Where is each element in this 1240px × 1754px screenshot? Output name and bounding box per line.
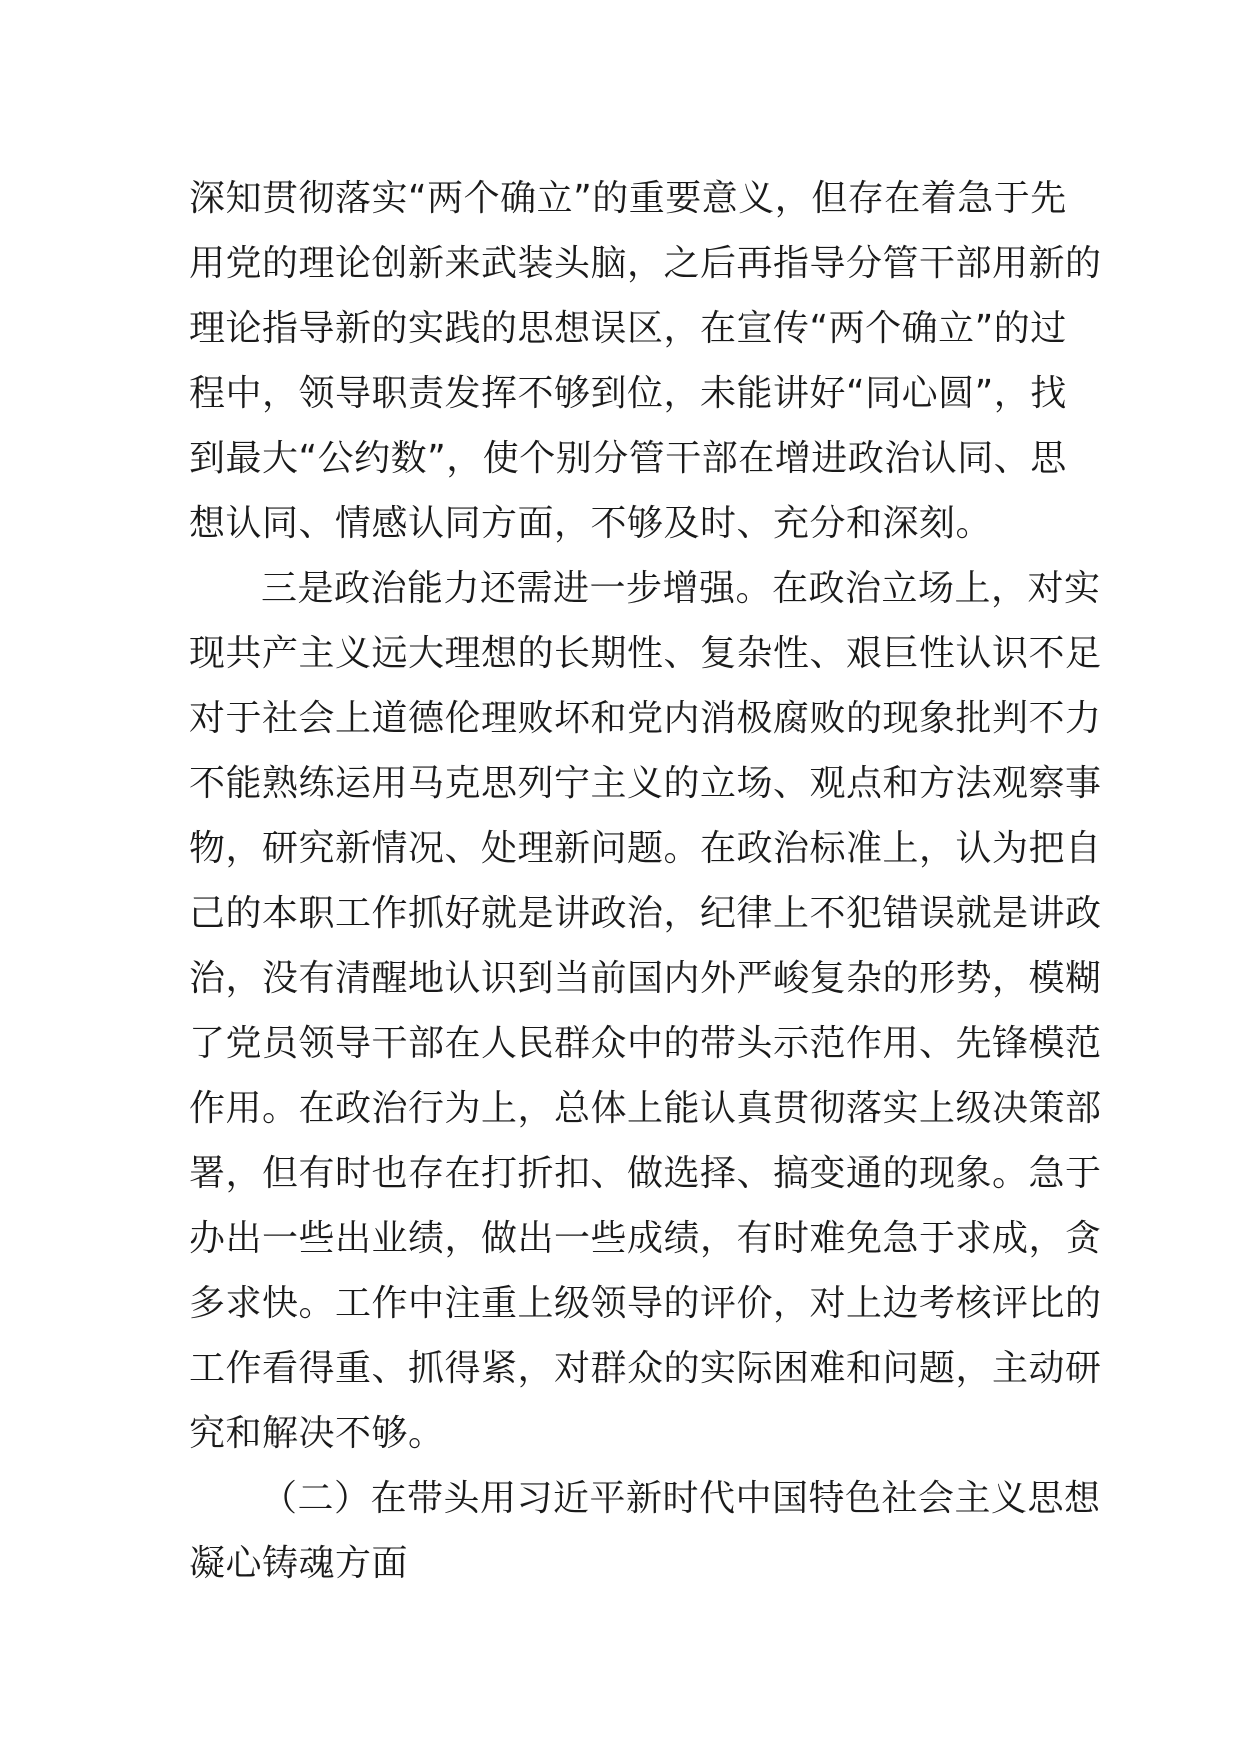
- text-line: 署，但有时也存在打折扣、做选择、搞变通的现象。急于: [189, 1153, 1102, 1194]
- text-line: 到最大“公约数”，使个别分管干部在增进政治认同、思: [189, 438, 1067, 479]
- text-line: 对于社会上道德伦理败坏和党内消极腐败的现象批判不力: [189, 698, 1102, 739]
- text-line: 治，没有清醒地认识到当前国内外严峻复杂的形势，模糊: [189, 958, 1102, 999]
- text-line: 想认同、情感认同方面，不够及时、充分和深刻。: [189, 503, 993, 544]
- section-heading-line: （二）在带头用习近平新时代中国特色社会主义思想: [261, 1478, 1101, 1519]
- text-line: 己的本职工作抓好就是讲政治，纪律上不犯错误就是讲政: [189, 893, 1102, 934]
- text-line: 作用。在政治行为上，总体上能认真贯彻落实上级决策部: [189, 1088, 1102, 1129]
- text-line: 了党员领导干部在人民群众中的带头示范作用、先锋模范: [189, 1023, 1102, 1064]
- text-line: 工作看得重、抓得紧，对群众的实际困难和问题，主动研: [189, 1348, 1102, 1389]
- text-line: 用党的理论创新来武装头脑，之后再指导分管干部用新的: [189, 243, 1102, 284]
- text-line: 多求快。工作中注重上级领导的评价，对上边考核评比的: [189, 1283, 1102, 1324]
- text-line: 究和解决不够。: [189, 1413, 445, 1454]
- paragraph-start-line: 三是政治能力还需进一步增强。在政治立场上，对实: [261, 568, 1101, 609]
- text-line: 物，研究新情况、处理新问题。在政治标准上，认为把自: [189, 828, 1102, 869]
- section-heading-line: 凝心铸魂方面: [189, 1543, 409, 1584]
- document-body: [189, 166, 1102, 1596]
- text-line: 深知贯彻落实“两个确立”的重要意义，但存在着急于先: [189, 178, 1067, 219]
- text-line: 办出一些出业绩，做出一些成绩，有时难免急于求成，贪: [189, 1218, 1102, 1259]
- text-line: 理论指导新的实践的思想误区，在宣传“两个确立”的过: [189, 308, 1067, 349]
- text-line: 程中，领导职责发挥不够到位，未能讲好“同心圆”，找: [189, 373, 1067, 414]
- text-line: 不能熟练运用马克思列宁主义的立场、观点和方法观察事: [189, 763, 1102, 804]
- text-line: 现共产主义远大理想的长期性、复杂性、艰巨性认识不足: [189, 633, 1102, 674]
